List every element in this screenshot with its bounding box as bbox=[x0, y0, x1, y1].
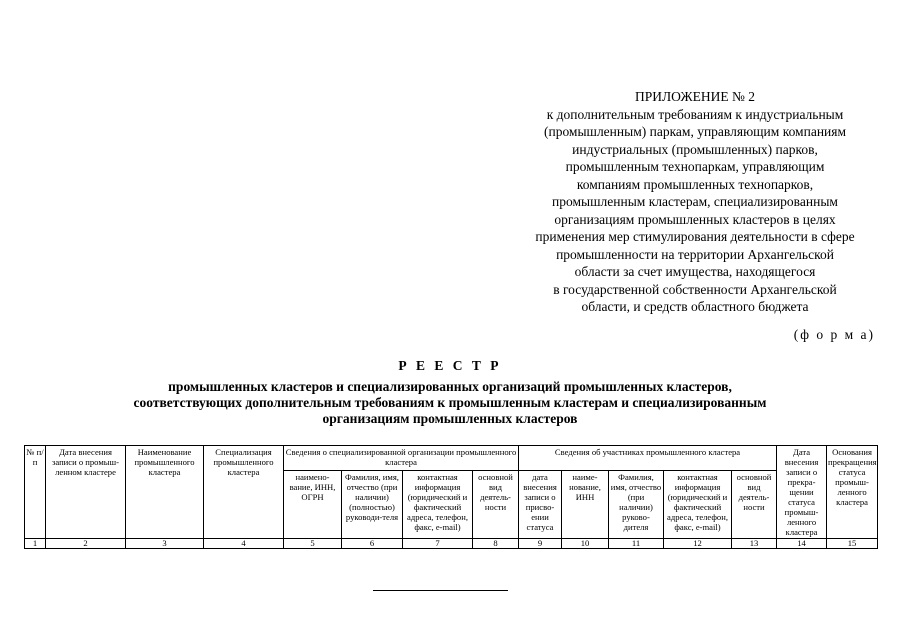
appendix-line: области за счет имущества, находящегося bbox=[574, 264, 816, 279]
header-cell: контактная информация (юридический и фактический адреса, телефон, факс, e-mail) bbox=[403, 470, 473, 538]
form-label: (ф о р м а) bbox=[793, 327, 875, 342]
column-number: 6 bbox=[342, 539, 403, 549]
column-number: 8 bbox=[473, 539, 519, 549]
register-table bbox=[24, 445, 878, 549]
appendix-line: промышленным кластерам, специализированным bbox=[552, 194, 838, 209]
column-number: 2 bbox=[46, 539, 126, 549]
column-number: 3 bbox=[126, 539, 204, 549]
column-number-row bbox=[25, 539, 878, 549]
column-number: 10 bbox=[562, 539, 609, 549]
header-cell: Фамилия, имя, отчество (при наличии) (полностью) руководи-теля bbox=[342, 470, 403, 538]
title-line: организациям промышленных кластеров bbox=[322, 411, 578, 426]
column-number: 7 bbox=[403, 539, 473, 549]
appendix-line: (промышленным) паркам, управляющим компаниям bbox=[543, 124, 847, 139]
header-cell: дата внесения записи о присво-ении статуса bbox=[519, 470, 562, 538]
header-cell: Наименование промышленного кластера bbox=[126, 446, 204, 539]
appendix-line: компаниям промышленных технопарков, bbox=[576, 176, 814, 192]
column-number: 9 bbox=[519, 539, 562, 549]
appendix-line: применения мер стимулирования деятельности в сфере bbox=[535, 229, 855, 244]
column-number: 12 bbox=[664, 539, 732, 549]
column-number: 14 bbox=[777, 539, 827, 549]
column-number: 1 bbox=[25, 539, 46, 549]
header-row bbox=[25, 446, 878, 471]
appendix-line: организациям промышленных кластеров в целях bbox=[554, 211, 836, 227]
header-cell: Дата внесения записи о прекра-щении статуса промыш-ленного кластера bbox=[777, 446, 827, 539]
register-heading: Р Е Е С Т Р bbox=[398, 358, 502, 373]
appendix-title: ПРИЛОЖЕНИЕ № 2 bbox=[634, 89, 756, 104]
column-number: 11 bbox=[609, 539, 664, 549]
column-number: 13 bbox=[732, 539, 777, 549]
header-cell: Специализация промышленного кластера bbox=[204, 446, 284, 539]
header-cell: Основания прекращения статуса промыш-ленного кластера bbox=[827, 446, 878, 539]
document-title bbox=[60, 358, 840, 427]
header-cell: Дата внесения записи о промыш-ленном кластере bbox=[46, 446, 126, 539]
divider-line bbox=[373, 590, 508, 591]
header-cell: наимено-вание, ИНН, ОГРН bbox=[284, 470, 342, 538]
appendix-line: промышленным технопаркам, управляющим bbox=[565, 159, 825, 174]
appendix-line: к дополнительным требованиям к индустриальным bbox=[546, 106, 844, 122]
header-cell: основной вид деятель-ности bbox=[732, 470, 777, 538]
title-line: соответствующих дополнительным требованиям к промышленным кластерам и специализированным bbox=[133, 395, 767, 410]
appendix-line: индустриальных (промышленных) парков, bbox=[572, 141, 818, 157]
header-cell: основной вид деятель-ности bbox=[473, 470, 519, 538]
column-number: 15 bbox=[827, 539, 878, 549]
header-cell: контактная информация (юридический и фактический адреса, телефон, факс, e-mail) bbox=[664, 470, 732, 538]
title-line: промышленных кластеров и специализированных организаций промышленных кластеров, bbox=[168, 379, 732, 394]
header-cell: наиме-нование, ИНН bbox=[562, 470, 609, 538]
column-number: 5 bbox=[284, 539, 342, 549]
header-cell: Фамилия, имя, отчество (при наличии) руково-дителя bbox=[609, 470, 664, 538]
header-group-cell: Сведения об участниках промышленного кластера bbox=[519, 446, 777, 471]
column-number: 4 bbox=[204, 539, 284, 549]
appendix-line: области, и средств областного бюджета bbox=[581, 299, 809, 314]
appendix-line: в государственной собственности Архангельской bbox=[553, 281, 837, 297]
header-cell: № п/п bbox=[25, 446, 46, 539]
appendix-heading bbox=[505, 88, 885, 316]
appendix-line: промышленности на территории Архангельской bbox=[556, 246, 834, 262]
header-group-cell: Сведения о специализированной организации промышленного кластера bbox=[284, 446, 519, 471]
